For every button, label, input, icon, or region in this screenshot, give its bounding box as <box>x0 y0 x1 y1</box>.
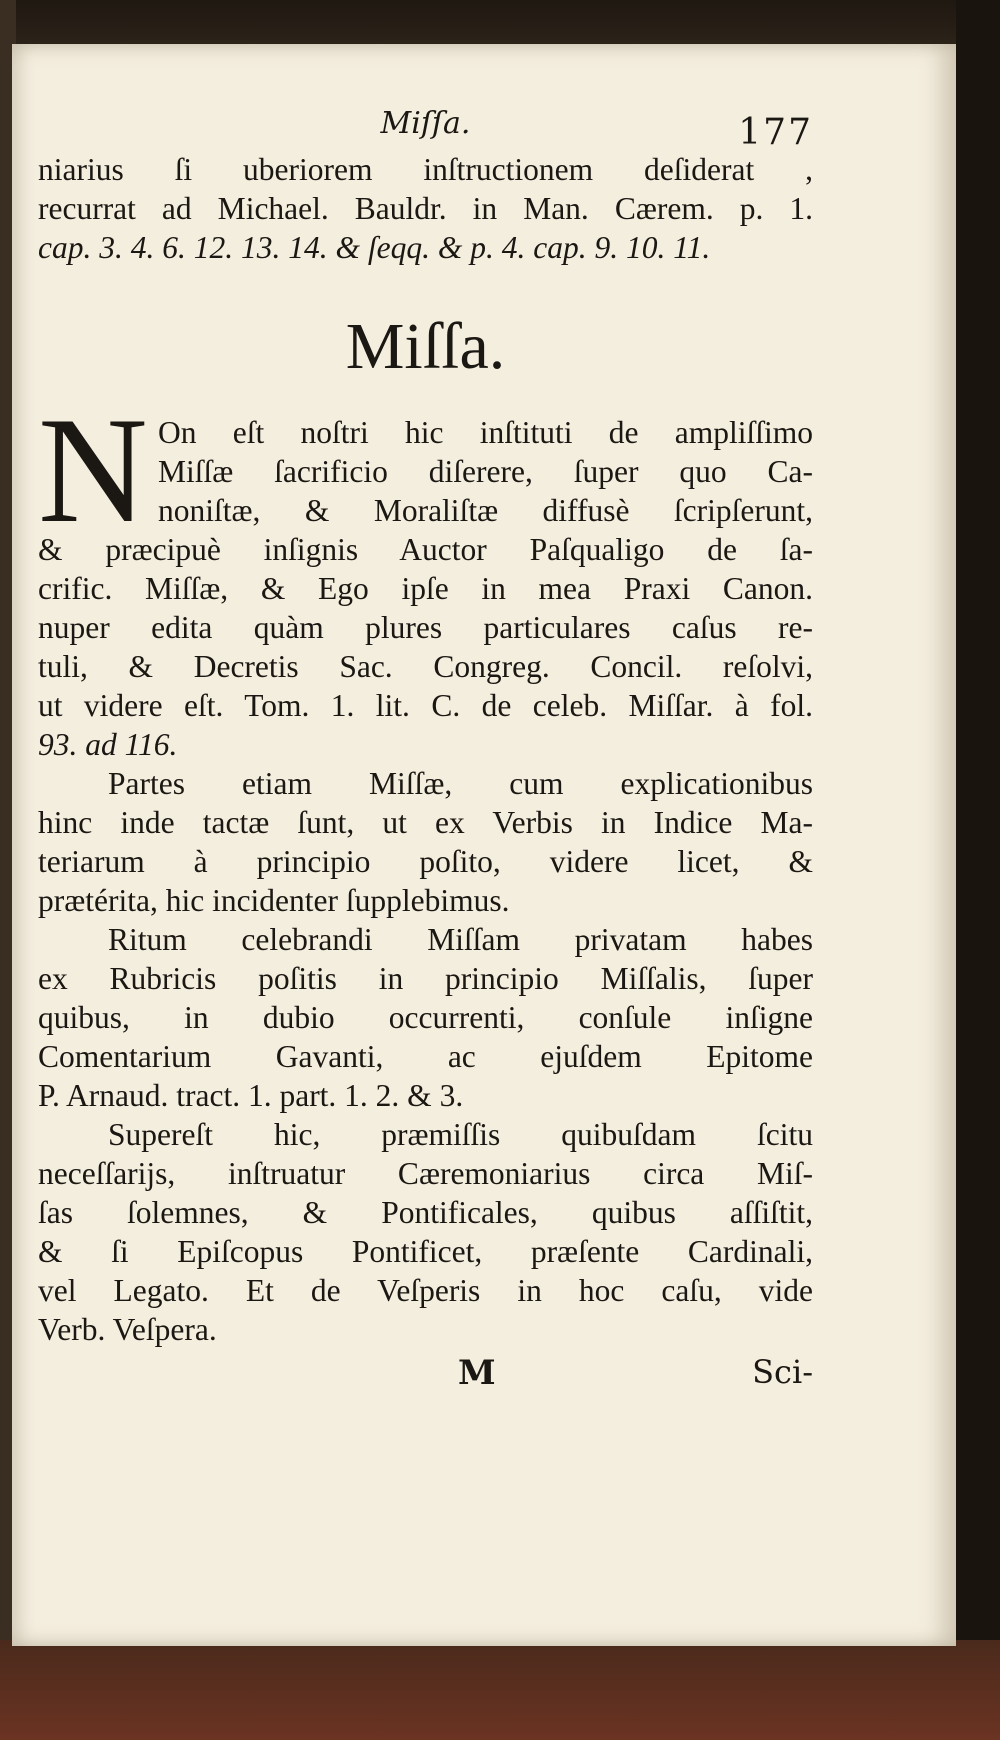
text-line: On eſt noſtri hic inſtituti de ampliſſimo <box>158 415 813 450</box>
text-line: vel Legato. Et de Veſperis in hoc caſu, vide <box>38 1273 813 1308</box>
page-background-bottom <box>0 1640 1000 1740</box>
page-number: 177 <box>738 112 813 153</box>
text-line: nuper edita quàm plures particulares caſus re- <box>38 610 813 645</box>
catchword: Sci- <box>752 1353 813 1391</box>
page-header <box>38 106 813 153</box>
text-line: crific. Miſſæ, & Ego ipſe in mea Praxi Canon. <box>38 571 813 606</box>
page-background-right <box>956 0 1000 1740</box>
paragraph-3 <box>38 920 813 1115</box>
text-line: ex Rubricis poſitis in principio Miſſalis, ſuper <box>38 961 813 996</box>
text-line: Supereſt hic, præmiſſis quibuſdam ſcitu <box>108 1117 813 1152</box>
text-line: Miſſæ ſacrificio diſerere, ſuper quo Ca- <box>158 454 813 489</box>
book-page <box>12 44 956 1646</box>
text-line: noniſtæ, & Moraliſtæ diffusè ſcripſerunt, <box>158 493 813 528</box>
intro-paragraph <box>38 150 813 267</box>
text-line: P. Arnaud. tract. 1. part. 1. 2. & 3. <box>38 1078 464 1113</box>
text-line: tuli, & Decretis Sac. Congreg. Concil. reſolvi, <box>38 649 813 684</box>
text-line: & præcipuè inſignis Auctor Paſqualigo de ſa- <box>38 532 813 567</box>
page-text <box>38 106 813 1397</box>
text-line: cap. 3. 4. 6. 12. 13. 14. & ſeqq. & p. 4. cap. 9. 10. 11. <box>38 230 711 265</box>
text-line: teriarum à principio poſito, videre licet, & <box>38 844 813 879</box>
text-line: recurrat ad Michael. Bauldr. in Man. Cærem. p. 1. <box>38 191 813 226</box>
paragraph-2 <box>38 764 813 920</box>
text-line: Comentarium Gavanti, ac ejuſdem Epitome <box>38 1039 813 1074</box>
running-title: Miſſa. <box>380 106 471 141</box>
text-line: Partes etiam Miſſæ, cum explicationibus <box>108 766 813 801</box>
text-line: quibus, in dubio occurrenti, conſule inſigne <box>38 1000 813 1035</box>
text-line: hinc inde tactæ ſunt, ut ex Verbis in Indice Ma- <box>38 805 813 840</box>
text-line: neceſſarijs, inſtruatur Cæremoniarius circa Miſ- <box>38 1156 813 1191</box>
text-line: ut videre eſt. Tom. 1. lit. C. de celeb. Miſſar. à fol. <box>38 688 813 723</box>
text-line: prætérita, hic incidenter ſupplebimus. <box>38 883 510 918</box>
text-line: & ſi Epiſcopus Pontificet, præſente Cardinali, <box>38 1234 813 1269</box>
paragraph-4 <box>38 1115 813 1349</box>
drop-cap: N <box>38 386 148 554</box>
text-line: 93. ad 116. <box>38 727 178 762</box>
text-line: Ritum celebrandi Miſſam privatam habes <box>108 922 813 957</box>
page-background-top <box>0 0 1000 46</box>
text-line: ſas ſolemnes, & Pontificales, quibus aſſiſtit, <box>38 1195 813 1230</box>
section-heading: Miſſa. <box>345 310 506 383</box>
text-line: Verb. Veſpera. <box>38 1312 217 1347</box>
signature-mark: M <box>458 1353 496 1393</box>
page-footer <box>38 1353 813 1397</box>
paragraph-1 <box>38 386 813 764</box>
text-line: niarius ſi uberiorem inſtructionem deſiderat , <box>38 152 813 187</box>
